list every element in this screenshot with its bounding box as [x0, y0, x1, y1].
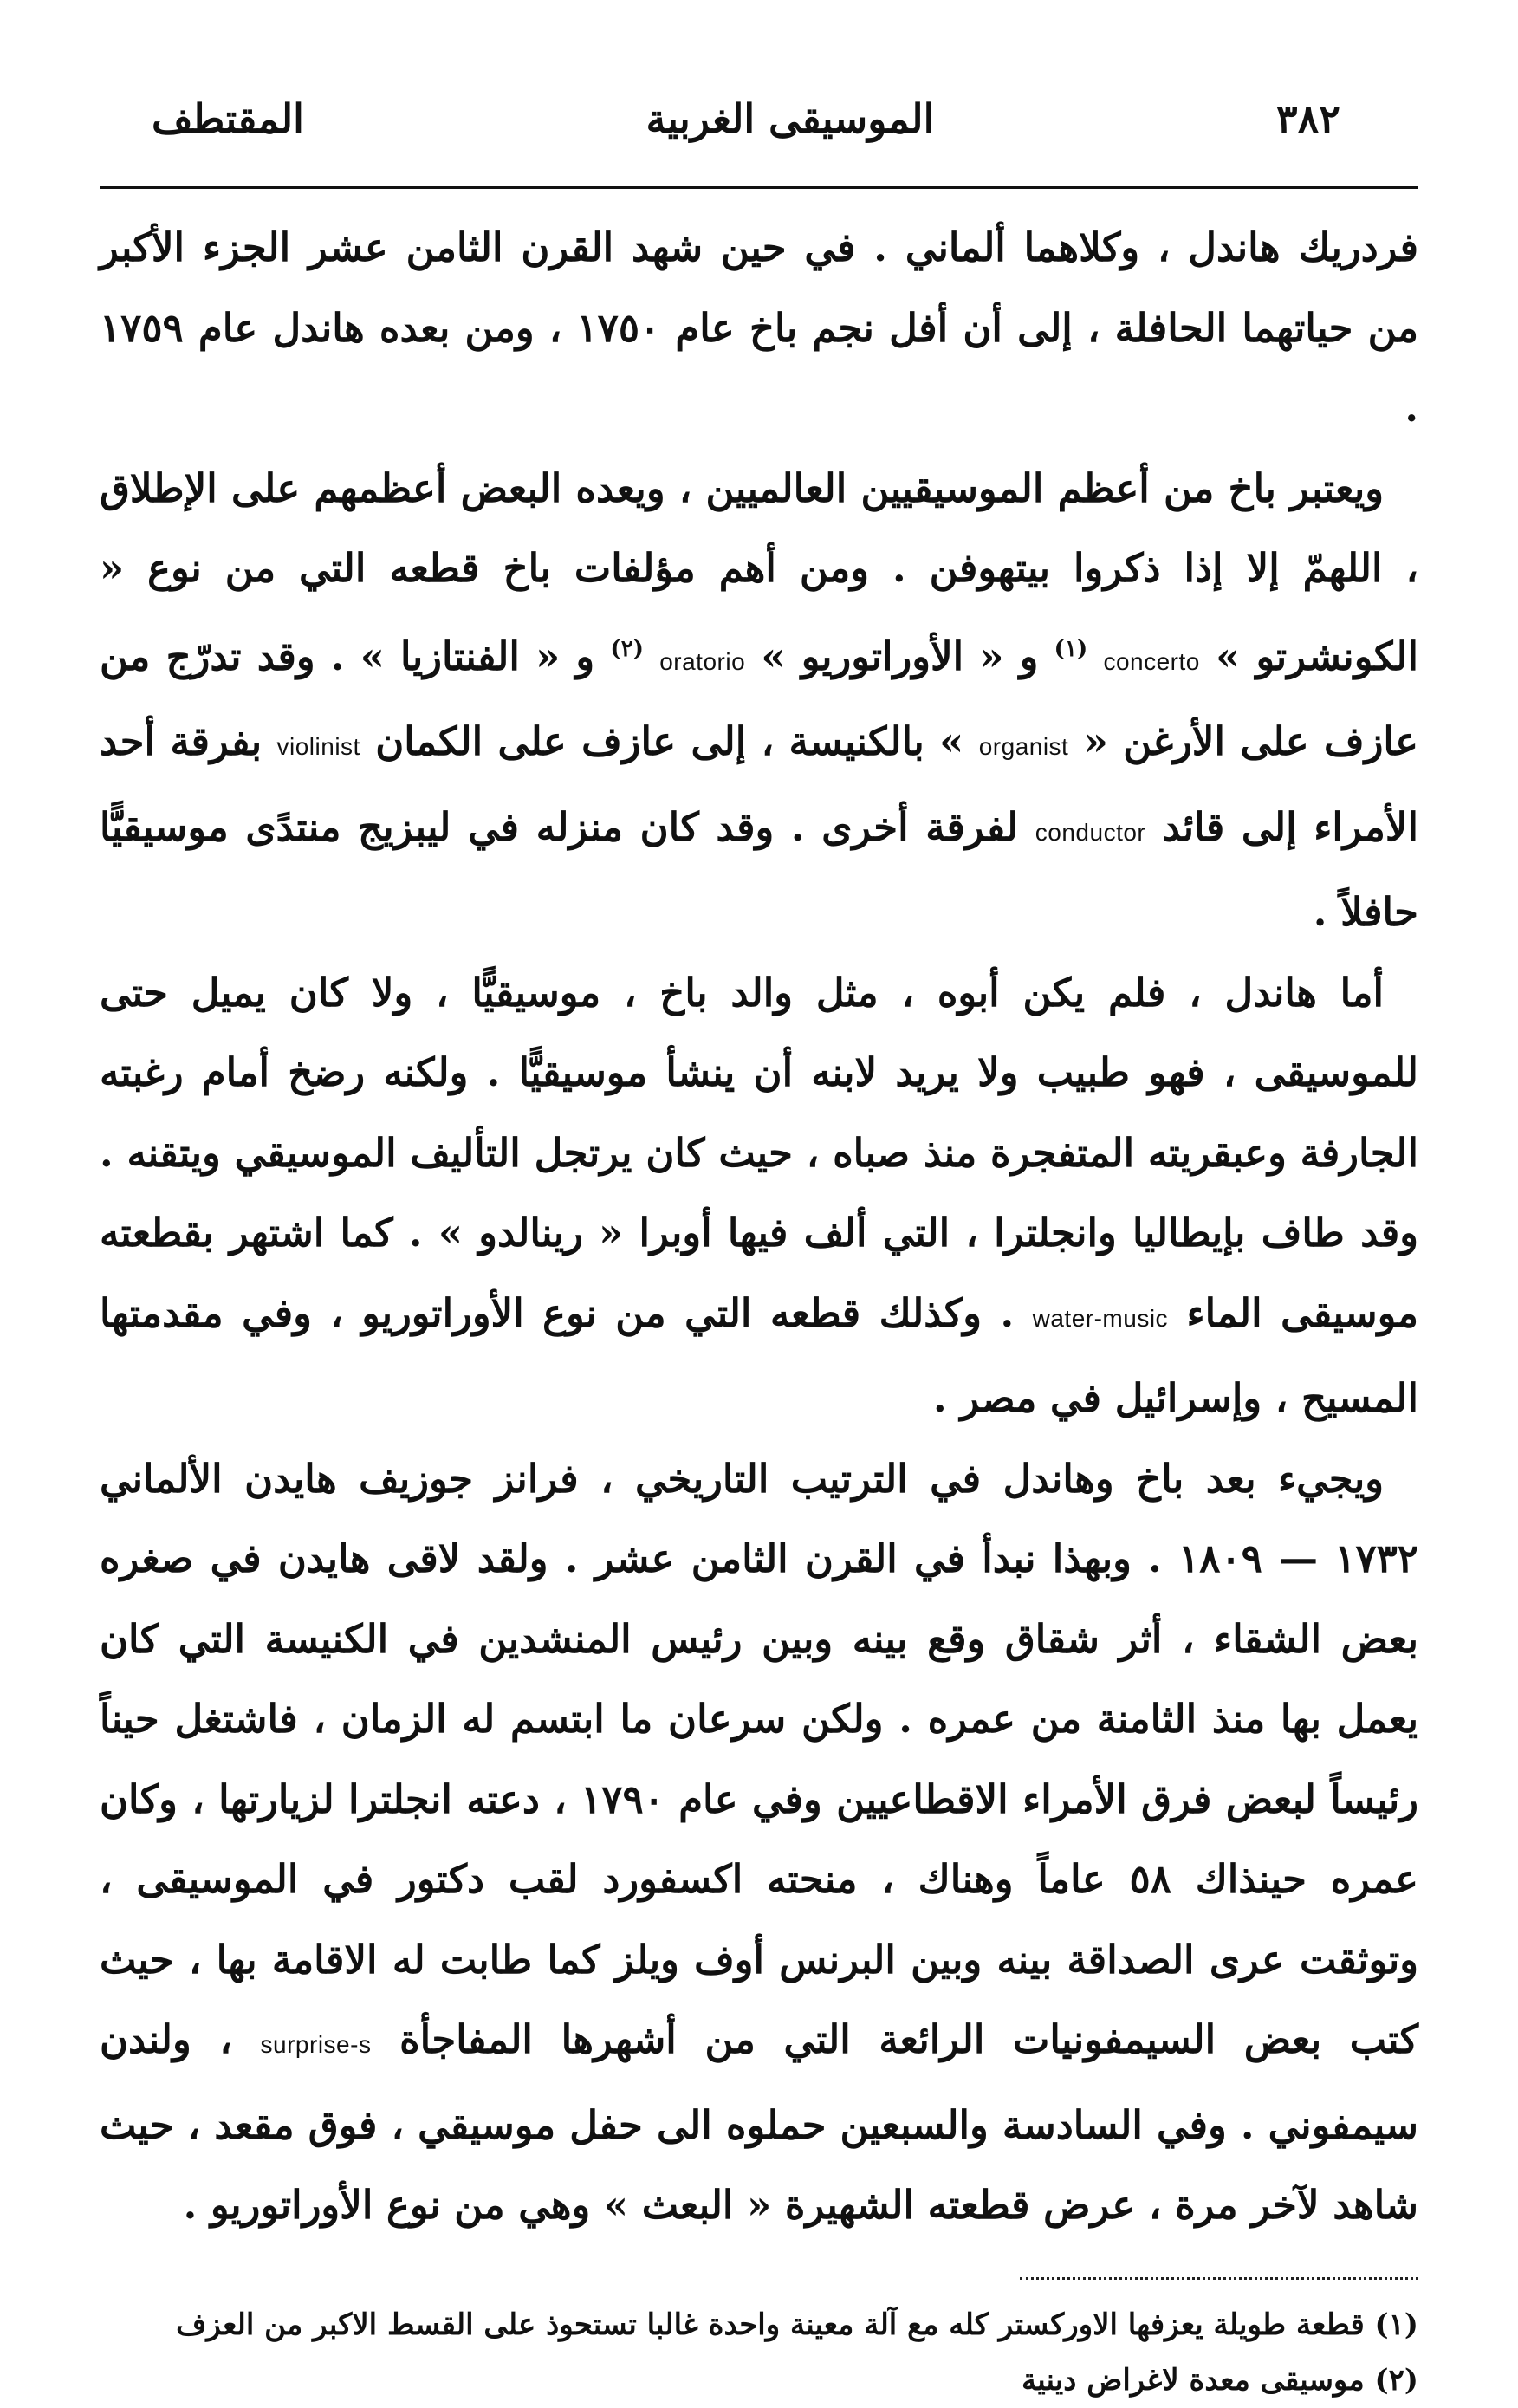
footnote-2: (٢) موسيقى معدة لاغراض دينية — [1022, 2362, 1418, 2398]
latin-term-organist: organist — [978, 733, 1069, 760]
footnote-separator — [1020, 2277, 1418, 2280]
paragraph-4-text-2: ، ولندن سيمفوني . وفي السادسة والسبعين حملوه الى حفل موسيقي ، فوق مقعد ، حيث شاهد لآخر مرة ، عرض قطعته الشهيرة « البعث » وهي من نوع الأوراتوريو . — [100, 2016, 1418, 2228]
page-title: الموسيقى الغربية — [645, 95, 935, 142]
latin-term-oratorio: oratorio — [659, 647, 746, 675]
footnotes — [100, 2297, 1418, 2408]
paragraph-2-text-3: و « الفنتازيا » . وقد تدرّج من عازف على الأرغن « — [100, 633, 1418, 764]
paragraph-4 — [100, 1439, 1418, 2246]
page-number: ٣٨٢ — [1275, 95, 1340, 142]
paragraph-2-text-6: لفرقة أخرى . وقد كان منزله في ليبزيج منتدًى موسيقيًّا حافلاً . — [100, 803, 1418, 935]
latin-term-surprise: surprise-s — [260, 2031, 372, 2058]
paragraph-1: فردريك هاندل ، وكلاهما ألماني . في حين شهد القرن الثامن عشر الجزء الأكبر من حياتهما الحافلة ، إلى أن أفل نجم باخ عام ١٧٥٠ ، ومن بعده هاندل عام ١٧٥٩ . — [100, 224, 1418, 431]
paragraph-2-text-1: ويعتبر باخ من أعظم الموسيقيين العالميين ، ويعده البعض أعظمهم على الإطلاق ، اللهمّ إلا إذا ذكروا بيتهوفن . ومن أهم مؤلفات باخ قطعه التي من نوع « الكونشرتو » — [100, 464, 1419, 679]
paragraph-2-text-5: بفرقة أحد الأمراء إلى قائد — [100, 718, 1418, 850]
latin-term-conductor: conductor — [1035, 818, 1146, 846]
paragraph-2-text-4: » بالكنيسة ، إلى عازف على الكمان — [360, 718, 979, 764]
latin-term-water-music: water-music — [1032, 1304, 1169, 1332]
paragraph-3 — [100, 953, 1418, 1439]
footnote-ref-2: (٢) — [610, 635, 644, 662]
paragraph-4-text-1: ويجيء بعد باخ وهاندل في الترتيب التاريخي ، فرانز جوزيف هايدن الألماني ١٧٣٢ — ١٨٠٩ . وبهذا نبدأ في القرن الثامن عشر . ولقد لاقى هايدن في صغره بعض الشقاء ، أثر شقاق وقع بينه وبين رئيس المنشدين في الكنيسة التي كان يعمل بها منذ الثامنة من عمره . ولكن سرعان ما ابتسم له الزمان ، فاشتغل حيناً رئيساً لبعض فرق الأمراء الاقطاعيين وفي عام ١٧٩٠ ، دعته انجلترا لزيارتها ، وكان عمره حينذاك ٥٨ عاماً وهناك ، منحته اكسفورد لقب دكتور في الموسيقى ، وتوثقت عرى الصداقة بينه وبين البرنس أوف ويلز كما طابت له الاقامة بها ، حيث كتب بعض السيمفونيات الرائعة التي من أشهرها المفاجأة — [100, 1455, 1419, 2062]
article-body — [100, 208, 1418, 2246]
latin-term-concerto: concerto — [1103, 647, 1200, 675]
paragraph-2-text-2: و « الأوراتوريو » — [745, 633, 1054, 679]
footnote-1: (١) قطعة طويلة يعزفها الاوركستر كله مع آلة معينة واحدة غالبا تستحوذ على القسط الاكبر من العزف — [176, 2307, 1418, 2342]
paragraph-3-text-1: أما هاندل ، فلم يكن أبوه ، مثل والد باخ ، موسيقيًّا ، ولا كان يميل حتى للموسيقى ، فهو طبيب ولا يريد لابنه أن ينشأ موسيقيًّا . ولكنه رضخ أمام رغبته الجارفة وعبقريته المتفجرة منذ صباه ، حيث كان يرتجل التأليف الموسيقي ويتقنه . وقد طاف بإيطاليا وانجلترا ، التي ألف فيها أوبرا « رينالدو » . كما اشتهر بقطعته موسيقى الماء — [100, 969, 1418, 1336]
latin-term-violinist: violinist — [276, 733, 360, 760]
paragraph-3-text-2: . وكذلك قطعه التي من نوع الأوراتوريو ، وفي مقدمتها المسيح ، وإسرائيل في مصر . — [100, 1289, 1418, 1421]
paragraph-2 — [100, 449, 1418, 953]
running-header — [100, 95, 1418, 178]
header-rule — [100, 186, 1418, 189]
footnote-ref-1: (١) — [1054, 635, 1088, 662]
journal-name: المقتطف — [152, 95, 304, 142]
